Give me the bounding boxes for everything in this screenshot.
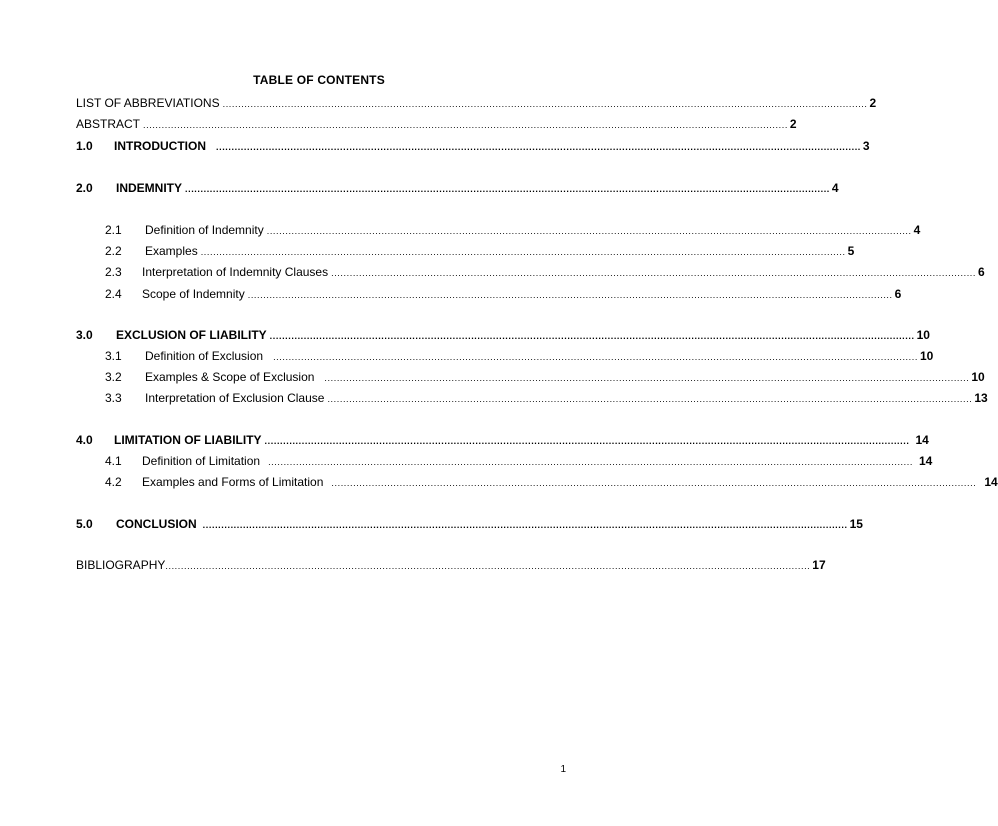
toc-entry-number: 3.3 [105,391,122,405]
toc-entry-interpretation-of-indemnity-clauses[interactable] [105,264,985,281]
toc-entry-number: 4.1 [105,454,122,468]
toc-leader-dots: ................................................................................................................................................................................................................ [165,561,811,571]
toc-entry-page: 4 [913,223,921,237]
toc-entry-page: 6 [978,265,985,279]
toc-entry-bibliography[interactable] [76,557,826,574]
toc-entry-definition-of-limitation[interactable] [105,453,933,470]
toc-entry-number: 4.0 [76,433,93,447]
toc-entry-abstract[interactable] [76,116,797,133]
toc-entry-number: 4.2 [105,475,122,489]
toc-entry-examples[interactable] [105,243,855,260]
toc-entry-page: 4 [831,181,839,195]
toc-entry-page: 2 [869,96,877,110]
toc-entry-number: 2.1 [105,223,122,237]
toc-entry-page: 6 [894,287,902,301]
toc-leader-dots: ................................................................................................................................................................................................................ [247,290,893,300]
toc-entry-label: Scope of Indemnity [142,287,245,301]
toc-leader-dots: ................................................................................................................................................................................................................ [331,478,977,488]
toc-entry-number: 2.2 [105,244,122,258]
toc-entry-page: 10 [916,328,930,342]
toc-leader-dots: ................................................................................................................................................................................................................ [185,184,830,194]
toc-entry-page: 10 [919,349,934,363]
toc-entry-number: 3.1 [105,349,122,363]
toc-entry-label: Definition of Limitation [142,454,261,468]
toc-leader-dots: ................................................................................................................................................................................................................ [216,142,861,152]
toc-leader-dots: ................................................................................................................................................................................................................ [331,268,977,278]
toc-entry-page: 17 [812,558,826,572]
toc-leader-dots: ................................................................................................................................................................................................................ [269,331,915,341]
toc-entry-examples-and-forms-of-limitation[interactable] [105,474,998,491]
toc-entry-page: 10 [971,370,985,384]
toc-entry-label: INDEMNITY [116,181,182,195]
toc-entry-page: 15 [849,517,863,531]
toc-leader-dots: ................................................................................................................................................................................................................ [264,436,910,446]
toc-entry-label: Definition of Exclusion [145,349,264,363]
toc-entry-page: 14 [918,454,933,468]
toc-entry-number: 2.3 [105,265,122,279]
toc-entry-label: Interpretation of Indemnity Clauses [142,265,329,279]
toc-entry-label: Examples [145,244,198,258]
toc-entry-conclusion[interactable] [76,516,863,533]
toc-leader-dots: ................................................................................................................................................................................................................ [273,352,918,362]
toc-entry-label: Examples & Scope of Exclusion [145,370,315,384]
toc-entry-page: 2 [789,117,797,131]
toc-entry-number: 1.0 [76,139,93,153]
toc-leader-dots: ................................................................................................................................................................................................................ [202,520,848,530]
toc-leader-dots: ................................................................................................................................................................................................................ [200,247,846,257]
toc-title: TABLE OF CONTENTS [253,73,385,87]
toc-entry-page: 3 [862,139,870,153]
toc-entry-label: Examples and Forms of Limitation [142,475,324,489]
toc-entry-label: Interpretation of Exclusion Clause [145,391,325,405]
toc-entry-page: 14 [984,475,998,489]
toc-entry-page: 14 [915,433,929,447]
toc-leader-dots: ................................................................................................................................................................................................................ [143,120,788,130]
toc-entry-scope-of-indemnity[interactable] [105,286,902,303]
toc-entry-examples-and-scope-of-exclusion[interactable] [105,369,985,386]
toc-entry-label: BIBLIOGRAPHY [76,558,166,572]
toc-entry-number: 2.0 [76,181,93,195]
toc-leader-dots: ................................................................................................................................................................................................................ [327,394,973,404]
toc-leader-dots: ................................................................................................................................................................................................................ [266,226,912,236]
toc-entry-number: 3.0 [76,328,93,342]
toc-entry-page: 13 [974,391,988,405]
toc-entry-label: Definition of Indemnity [145,223,264,237]
toc-entry-label: ABSTRACT [76,117,141,131]
toc-entry-label: EXCLUSION OF LIABILITY [116,328,267,342]
toc-entry-page: 5 [847,244,855,258]
toc-entry-list-of-abbreviations[interactable] [76,95,877,112]
toc-entry-indemnity[interactable] [76,180,839,197]
toc-leader-dots: ................................................................................................................................................................................................................ [222,99,868,109]
toc-entry-label: CONCLUSION [116,517,197,531]
footer-page-number: 1 [560,764,566,775]
toc-entry-label: INTRODUCTION [114,139,206,153]
toc-leader-dots: ................................................................................................................................................................................................................ [324,373,970,383]
toc-entry-limitation-of-liability[interactable] [76,432,929,449]
toc-entry-definition-of-indemnity[interactable] [105,222,921,239]
toc-entry-exclusion-of-liability[interactable] [76,327,930,344]
toc-entry-number: 3.2 [105,370,122,384]
toc-entry-number: 2.4 [105,287,122,301]
toc-entry-definition-of-exclusion[interactable] [105,348,934,365]
toc-leader-dots: ................................................................................................................................................................................................................ [268,457,913,467]
toc-entry-number: 5.0 [76,517,93,531]
toc-entry-introduction[interactable] [76,138,870,155]
toc-entry-interpretation-of-exclusion-clause[interactable] [105,390,988,407]
toc-entry-label: LIST OF ABBREVIATIONS [76,96,220,110]
toc-entry-label: LIMITATION OF LIABILITY [114,433,262,447]
